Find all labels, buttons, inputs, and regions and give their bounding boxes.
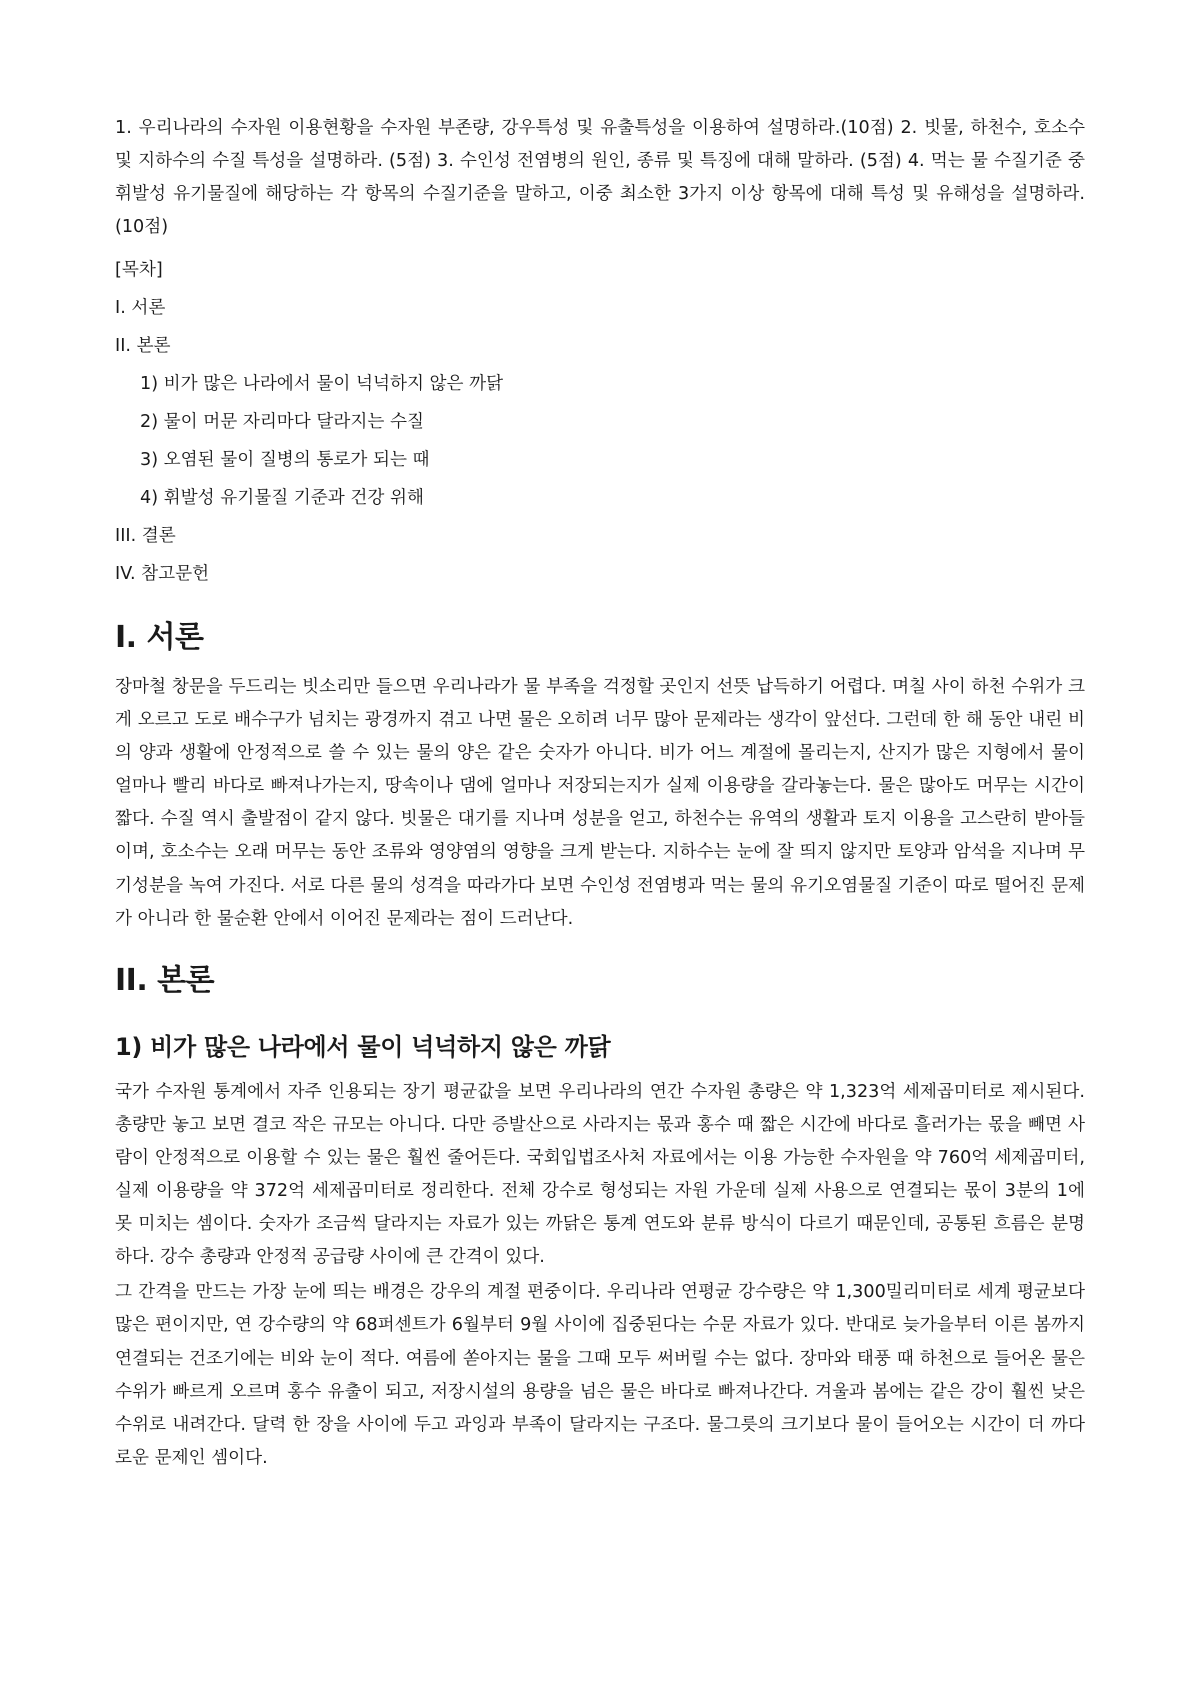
toc-item-body: II. 본론 (115, 336, 171, 356)
assignment-prompt: 1. 우리나라의 수자원 이용현황을 수자원 부존량, 강우특성 및 유출특성을 이용하여 설명하라.(10점) 2. 빗물, 하천수, 호소수 및 지하수의 수질 특성을 설명하라. (5점) 3. 수인성 전염병의 원인, 종류 및 특징에 대해 말하라. (5점) 4. 먹는 물 수질기준 중 휘발성 유기물질에 해당하는 각 항목의 수질기준을 말하고, 이중 최소한 3가지 이상 항목에 대해 특성 및 유해성을 설명하라. (10점) (115, 118, 1085, 237)
subsection-1-heading: 1) 비가 많은 나라에서 물이 넉넉하지 않은 까닭 (115, 1032, 611, 1061)
toc-item-references: IV. 참고문헌 (115, 564, 210, 584)
toc-item-conclusion: III. 결론 (115, 526, 176, 546)
toc-heading: [목차] (115, 260, 163, 280)
intro-heading: I. 서론 (115, 620, 204, 655)
subsection-1-paragraph: 국가 수자원 통계에서 자주 인용되는 장기 평균값을 보면 우리나라의 연간 수자원 총량은 약 1,323억 세제곱미터로 제시된다. 총량만 놓고 보면 결코 작은 규모는 아니다. 다만 증발산으로 사라지는 몫과 홍수 때 짧은 시간에 바다로 흘러가는 몫을 빼면 사람이 안정적으로 이용할 수 있는 물은 훨씬 줄어든다. 국회입법조사처 자료에서는 이용 가능한 수자원을 약 760억 세제곱미터, 실제 이용량을 약 372억 세제곱미터로 정리한다. 전체 강수로 형성되는 자원 가운데 실제 사용으로 연결되는 몫이 3분의 1에 못 미치는 셈이다. 숫자가 조금씩 달라지는 자료가 있는 까닭은 통계 연도와 분류 방식이 다르기 때문인데, 공통된 흐름은 분명하다. 강수 총량과 안정적 공급량 사이에 큰 간격이 있다. (115, 1081, 1085, 1268)
toc-subitem-1: 1) 비가 많은 나라에서 물이 넉넉하지 않은 까닭 (140, 374, 504, 394)
toc-subitem-4: 4) 휘발성 유기물질 기준과 건강 위해 (140, 488, 424, 508)
toc-subitem-3: 3) 오염된 물이 질병의 통로가 되는 때 (140, 450, 430, 470)
body-heading: II. 본론 (115, 962, 215, 998)
toc-subitem-2: 2) 물이 머문 자리마다 달라지는 수질 (140, 412, 424, 432)
subsection-1-paragraph: 그 간격을 만드는 가장 눈에 띄는 배경은 강우의 계절 편중이다. 우리나라 연평균 강수량은 약 1,300밀리미터로 세계 평균보다 많은 편이지만, 연 강수량의 약 68퍼센트가 6월부터 9월 사이에 집중된다는 수문 자료가 있다. 반대로 늦가을부터 이른 봄까지 연결되는 건조기에는 비와 눈이 적다. 여름에 쏟아지는 물을 그때 모두 써버릴 수는 없다. 장마와 태풍 때 하천으로 들어온 물은 수위가 빠르게 오르며 홍수 유출이 되고, 저장시설의 용량을 넘은 물은 바다로 빠져나간다. 겨울과 봄에는 같은 강이 훨씬 낮은 수위로 내려간다. 달력 한 장을 사이에 두고 과잉과 부족이 달라지는 구조다. 물그릇의 크기보다 물이 들어오는 시간이 더 까다로운 문제인 셈이다. (115, 1282, 1085, 1468)
toc-item-intro: I. 서론 (115, 298, 166, 318)
table-of-contents (115, 251, 1085, 593)
intro-paragraph: 장마철 창문을 두드리는 빗소리만 들으면 우리나라가 물 부족을 걱정할 곳인지 선뜻 납득하기 어렵다. 며칠 사이 하천 수위가 크게 오르고 도로 배수구가 넘치는 광경까지 겪고 나면 물은 오히려 너무 많아 문제라는 생각이 앞선다. 그런데 한 해 동안 내린 비의 양과 생활에 안정적으로 쓸 수 있는 물의 양은 같은 숫자가 아니다. 비가 어느 계절에 몰리는지, 산지가 많은 지형에서 물이 얼마나 빨리 바다로 빠져나가는지, 땅속이나 댐에 얼마나 저장되는지가 실제 이용량을 갈라놓는다. 물은 많아도 머무는 시간이 짧다. 수질 역시 출발점이 같지 않다. 빗물은 대기를 지나며 성분을 얻고, 하천수는 유역의 생활과 토지 이용을 고스란히 받아들이며, 호소수는 오래 머무는 동안 조류와 영양염의 영향을 크게 받는다. 지하수는 눈에 잘 띄지 않지만 토양과 암석을 지나며 무기성분을 녹여 가진다. 서로 다른 물의 성격을 따라가다 보면 수인성 전염병과 먹는 물의 유기오염물질 기준이 따로 떨어진 문제가 아니라 한 물순환 안에서 이어진 문제라는 점이 드러난다. (115, 677, 1085, 929)
